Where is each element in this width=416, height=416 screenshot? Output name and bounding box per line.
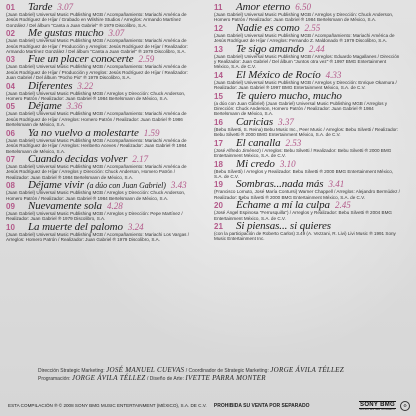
track-duration: 3.41: [328, 179, 345, 190]
track-title: Fue un placer conocerte: [28, 53, 134, 66]
track-credits: (Juan Gabriel) Universal Music Publishing MGB / Arreglos y Dirección: Pepe Martínez / Realizador: Juan Gabriel ℗ 1979 Discolibro, S.A.: [6, 210, 183, 222]
track-heading: [6, 220, 192, 233]
track-duration: 2.59: [138, 54, 155, 65]
track-credits: (Juan Gabriel) Universal Music Publishing MGB / Arreglos y Dirección: Chuck Anderson, Homero Patrón / Realizador: Juan Gabriel ℗ 1984 Bertelsmann de México, S.A.: [6, 190, 186, 201]
track-heading: [214, 3, 400, 12]
track-title: Amor eterno: [236, 1, 291, 13]
track-duration: 3.22: [77, 80, 94, 91]
track-duration: 4.28: [106, 200, 123, 211]
track-number: 02: [6, 29, 15, 39]
track-title: Nadie es como: [236, 21, 300, 34]
track-title: Me gustas mucho: [28, 27, 104, 40]
track-entry: [214, 157, 400, 180]
track-credits: (Bebu Silvetti, S. Reina) Bebu Music Inc., Peer Music / Arreglos: Bebu Silvetti / Realizador: Bebu Silvetti ℗ 2000 BMG Entertainment México, S.A. de C.V.: [214, 126, 399, 138]
track-title: Diferentes: [28, 79, 73, 92]
track-title: Te quiero mucho, mucho: [236, 89, 342, 102]
track-heading: [6, 29, 192, 38]
track-heading: [6, 181, 192, 190]
track-number: 16: [214, 117, 223, 127]
track-number: 12: [214, 23, 223, 33]
track-title: Cuando decidas volver: [28, 152, 128, 165]
track-duration: 2.55: [304, 22, 321, 33]
track-entry: [6, 199, 192, 222]
track-duration: 2.17: [132, 153, 149, 164]
track-duration: 2.53: [285, 137, 302, 148]
track-title: Te sigo amando: [236, 42, 304, 55]
track-number: 18: [214, 159, 223, 169]
track-heading: [214, 89, 400, 102]
footer-bar: [8, 401, 410, 411]
track-entry: [6, 29, 192, 54]
credit-name: JOSÉ MANUEL CUEVAS: [106, 366, 185, 374]
track-number: 20: [214, 201, 223, 211]
credit-name: JORGE ÁVILA TÉLLEZ: [71, 374, 146, 382]
tracklist-left-column: [6, 3, 192, 244]
track-credits: (Juan Gabriel) Universal Music Publishing MGB / Acompañamiento: Mariachi Los Vargas / Arreglos: Homero Patrón / Realizador: Juan Gabriel ℗ 1979 Discolibro, S.A.: [6, 231, 189, 243]
track-number: 06: [6, 128, 15, 138]
track-number: 15: [214, 91, 223, 101]
track-duration: 4.33: [325, 69, 342, 80]
track-entry: [214, 136, 400, 159]
track-entry: [6, 79, 192, 102]
recycle-badge-icon: ♻: [400, 401, 410, 411]
track-entry: [214, 3, 400, 23]
track-heading: [214, 68, 400, 81]
track-heading: [6, 79, 192, 92]
track-heading: [214, 219, 400, 232]
track-title: Ya no vuelvo a molestarte: [28, 126, 139, 139]
track-duration: 3.36: [66, 101, 83, 112]
track-title: El canalla: [236, 136, 281, 149]
track-duration: 3.43: [170, 180, 187, 191]
track-title: La muerte del palomo: [28, 220, 123, 233]
credit-name: JORGE ÁVILA TÉLLEZ: [270, 366, 344, 374]
track-number: 11: [214, 3, 223, 12]
track-duration: 3.10: [279, 158, 296, 169]
track-title: Si piensas... si quieres: [236, 219, 331, 232]
track-title: El México de Rocío: [236, 68, 321, 81]
track-number: 05: [6, 102, 15, 112]
track-heading: [6, 126, 192, 139]
track-duration: 2.45: [334, 200, 351, 211]
track-credits: (Juan Gabriel) Universal Music Publishing MGB / Acompañamiento: Mariachi América de Jesús Rodríguez de Híjar / Producción y Arreglos: Jesús Rodríguez de Híjar / Realizador: Armando Martínez González / Del álbum "Canta a Juan Gabriel" ℗ 1979 Discolibro, S.A.: [6, 38, 188, 55]
track-credits: (Juan Gabriel) Universal Music Publishing MGB / Acompañamiento: Mariachi América de Jesús Rodríguez de Híjar / Grabado en Wilshire Studios / Arreglos: Armando Martínez González / Del álbum "Canta a Juan Gabriel" ℗ 1979 Discolibro, S.A.: [6, 12, 187, 28]
track-heading: [214, 42, 400, 55]
track-credits: (Francisco Lomuto, José María Contursi) Warner Chappell / Arreglos: Alejandro Bermúdez / Realizador: Bebu Silvetti ℗ 2000 BMG Entertainment México, S.A. de C.V.: [214, 189, 400, 200]
credit-label: / Diseño de Arte:: [145, 376, 184, 382]
track-title: Mi credo: [236, 157, 275, 170]
track-credits: (Juan Gabriel) Universal Music Publishing MGB / Arreglos: Eduardo Magallanes / Dirección y Realizador: Juan Gabriel / Del álbum "Juntos otra vez" ℗ 1997 BMG Entertainment México, S.A. de C.V.: [214, 53, 400, 70]
track-credits: (Juan Gabriel) Universal Music Publishing MGB / Arreglos y Dirección: Chuck Anderson, Homero Patrón / Realizador: Juan Gabriel ℗ 1984 Bertelsmann de México, S.A.: [214, 12, 394, 23]
track-heading: [6, 102, 192, 111]
compilation-notice: ESTA COMPILACIÓN ℗ © 2008 SONY BMG MUSIC ENTERTAINMENT (MÉXICO), S.A. DE C.V.: [8, 403, 207, 408]
footer-legal: [8, 403, 310, 409]
track-duration: 6.50: [295, 2, 311, 12]
track-duration: 2.44: [308, 43, 325, 54]
track-entry: [214, 115, 400, 138]
track-credits: (Juan Gabriel) Universal Music Publishing MGB / Acompañamiento: Mariachi América de Jesús Rodríguez de Híjar / Arreglos y Dirección: Chuck Anderson, Homero Patrón / Realizador: Juan Gabriel ℗ 1984 Bertelsmann de México, S.A.: [6, 163, 187, 180]
track-entry: [214, 219, 400, 242]
track-heading: [214, 136, 400, 149]
track-heading: [214, 21, 400, 34]
credit-label: / Coordinador de Strategic Marketing:: [184, 368, 269, 374]
track-entry: [6, 3, 192, 28]
track-credits: (Juan Gabriel) Universal Music Publishing MGB / Arreglos y Dirección: Enrique Okamura / Realizador: Juan Gabriel ℗ 1997 BMG Entertainment México, S.A. de C.V.: [214, 79, 397, 91]
sony-bmg-logo: [359, 402, 396, 411]
track-entry: [214, 89, 400, 117]
track-entry: [6, 55, 192, 80]
track-credits: (a dúo con Juan Gabriel) (Juan Gabriel) Universal Music Publishing MGB / Arreglos y Dirección: Chuck Anderson, Homero Patrón / Realizador: Juan Gabriel ℗ 1984 Bertelsmann de México, S.A.: [214, 100, 388, 117]
track-duration: 3.24: [127, 221, 144, 232]
track-entry: [214, 68, 400, 91]
track-number: 19: [214, 180, 223, 190]
track-number: 04: [6, 81, 15, 91]
track-number: 01: [6, 3, 15, 12]
track-title: Déjame vivir: [28, 179, 84, 192]
track-entry: [6, 152, 192, 180]
track-title: Sombras...nada más: [236, 178, 324, 191]
track-entry: [6, 102, 192, 127]
track-heading: [214, 180, 400, 189]
credit-name: IVETTE PARRA MONTER: [185, 374, 266, 382]
track-entry: [6, 181, 192, 201]
track-duration: 1.59: [143, 127, 160, 138]
track-credits: (Juan Gabriel) Universal Music Publishing MGB / Acompañamiento: Mariachi América de Jesús Rodríguez de Híjar / Arreglos: Fernando Z. Maldonado ℗ 1979 Discolibro, S.A.: [214, 32, 395, 44]
track-number: 10: [6, 222, 15, 232]
track-credits: (con la participación de Roberto Carlos) 3.49 (A. Vezzani, R. Livi) Livi Music ℗ 1991 Sony Music Entertainment Inc.: [214, 230, 396, 242]
label-logos: [359, 401, 410, 411]
tracklist-right-column: [214, 3, 400, 243]
track-title: Tarde: [28, 1, 53, 13]
track-heading: [6, 55, 192, 64]
track-number: 17: [214, 138, 223, 148]
track-featuring: (a dúo con Juan Gabriel): [86, 181, 166, 191]
track-credits: (José Ángel Espinosa "Ferrusquilla") / Arreglos y Realizador: Bebu Silvetti ℗ 2004 BMG Entertainment México, S.A. de C.V.: [214, 210, 392, 221]
track-duration: 3.37: [278, 116, 294, 127]
production-credits: [38, 367, 408, 383]
track-credits: (Juan Gabriel) Universal Music Publishing MGB / Acompañamiento: Mariachi América de Jesús Rodríguez de Híjar / Producción y Arreglos: Jesús Rodríguez de Híjar / Realizador: Juan Gabriel / Del álbum "Pocho Pio" ℗ 1979 Discolibro, S.A.: [6, 64, 188, 81]
track-entry: [214, 21, 400, 44]
track-heading: [214, 115, 400, 128]
track-number: 03: [6, 55, 15, 65]
track-heading: [6, 3, 192, 12]
track-entry: [214, 180, 400, 200]
track-title: Échame a mí la culpa: [236, 199, 330, 212]
track-entry: [214, 201, 400, 221]
track-credits: (Bebu Silvetti) / Arreglos y Realizador: Bebu Silvetti ℗ 2000 BMG Entertainment México, S.A. de C.V.: [214, 168, 394, 179]
track-heading: [6, 199, 192, 212]
logo-wordmark: SONY BMG: [360, 401, 395, 408]
logo-subtitle: MUSIC ENTERTAINMENT: [359, 406, 396, 411]
track-heading: [6, 152, 192, 165]
track-number: 14: [214, 70, 223, 80]
track-number: 07: [6, 154, 15, 164]
track-number: 08: [6, 181, 15, 191]
credits-line-2: [38, 375, 408, 383]
track-credits: (Juan Gabriel) Universal Music Publishing MGB / Acompañamiento: Mariachi América de Jesús Rodríguez de Híjar / Arreglos: Heriberto Aceves / Realizador: Juan Gabriel ℗ 1984 Bertelsmann de México, S.A.: [6, 137, 187, 154]
track-number: 09: [6, 201, 15, 211]
track-credits: (José Alfredo Jiménez) / Arreglos: Bebu Silvetti / Realizador: Bebu Silvetti ℗ 2000 BMG Entertainment México, S.A. de C.V.: [214, 147, 392, 159]
credit-label: Programación:: [38, 376, 71, 382]
credit-label: Dirección Strategic Marketing:: [38, 368, 105, 374]
track-title: Caricias: [236, 115, 274, 128]
track-entry: [214, 42, 400, 70]
track-number: 21: [214, 221, 223, 231]
track-entry: [6, 126, 192, 154]
track-number: 13: [214, 44, 223, 54]
sale-prohibited-notice: PROHIBIDA SU VENTA POR SEPARADO: [213, 403, 310, 409]
track-entry: [6, 220, 192, 243]
track-heading: [214, 201, 400, 210]
track-duration: 3.07: [57, 2, 74, 12]
track-title: Nuevamente sola: [28, 199, 102, 212]
track-credits: (Juan Gabriel) Universal Music Publishing MGB / Arreglos y Dirección: Chuck Anderson, Homero Patrón / Realizador: Juan Gabriel ℗ 1984 Bertelsmann de México, S.A.: [6, 90, 186, 102]
track-duration: 3.07: [108, 28, 125, 39]
track-heading: [214, 157, 400, 170]
track-credits: (Juan Gabriel) Universal Music Publishing MGB / Acompañamiento: Mariachi América de Jesús Rodríguez de Híjar / Arreglos: Homero Patrón / Realizador: Juan Gabriel ℗ 1986 Bertelsmann de México, S.A.: [6, 111, 187, 128]
track-title: Déjame: [28, 100, 62, 113]
